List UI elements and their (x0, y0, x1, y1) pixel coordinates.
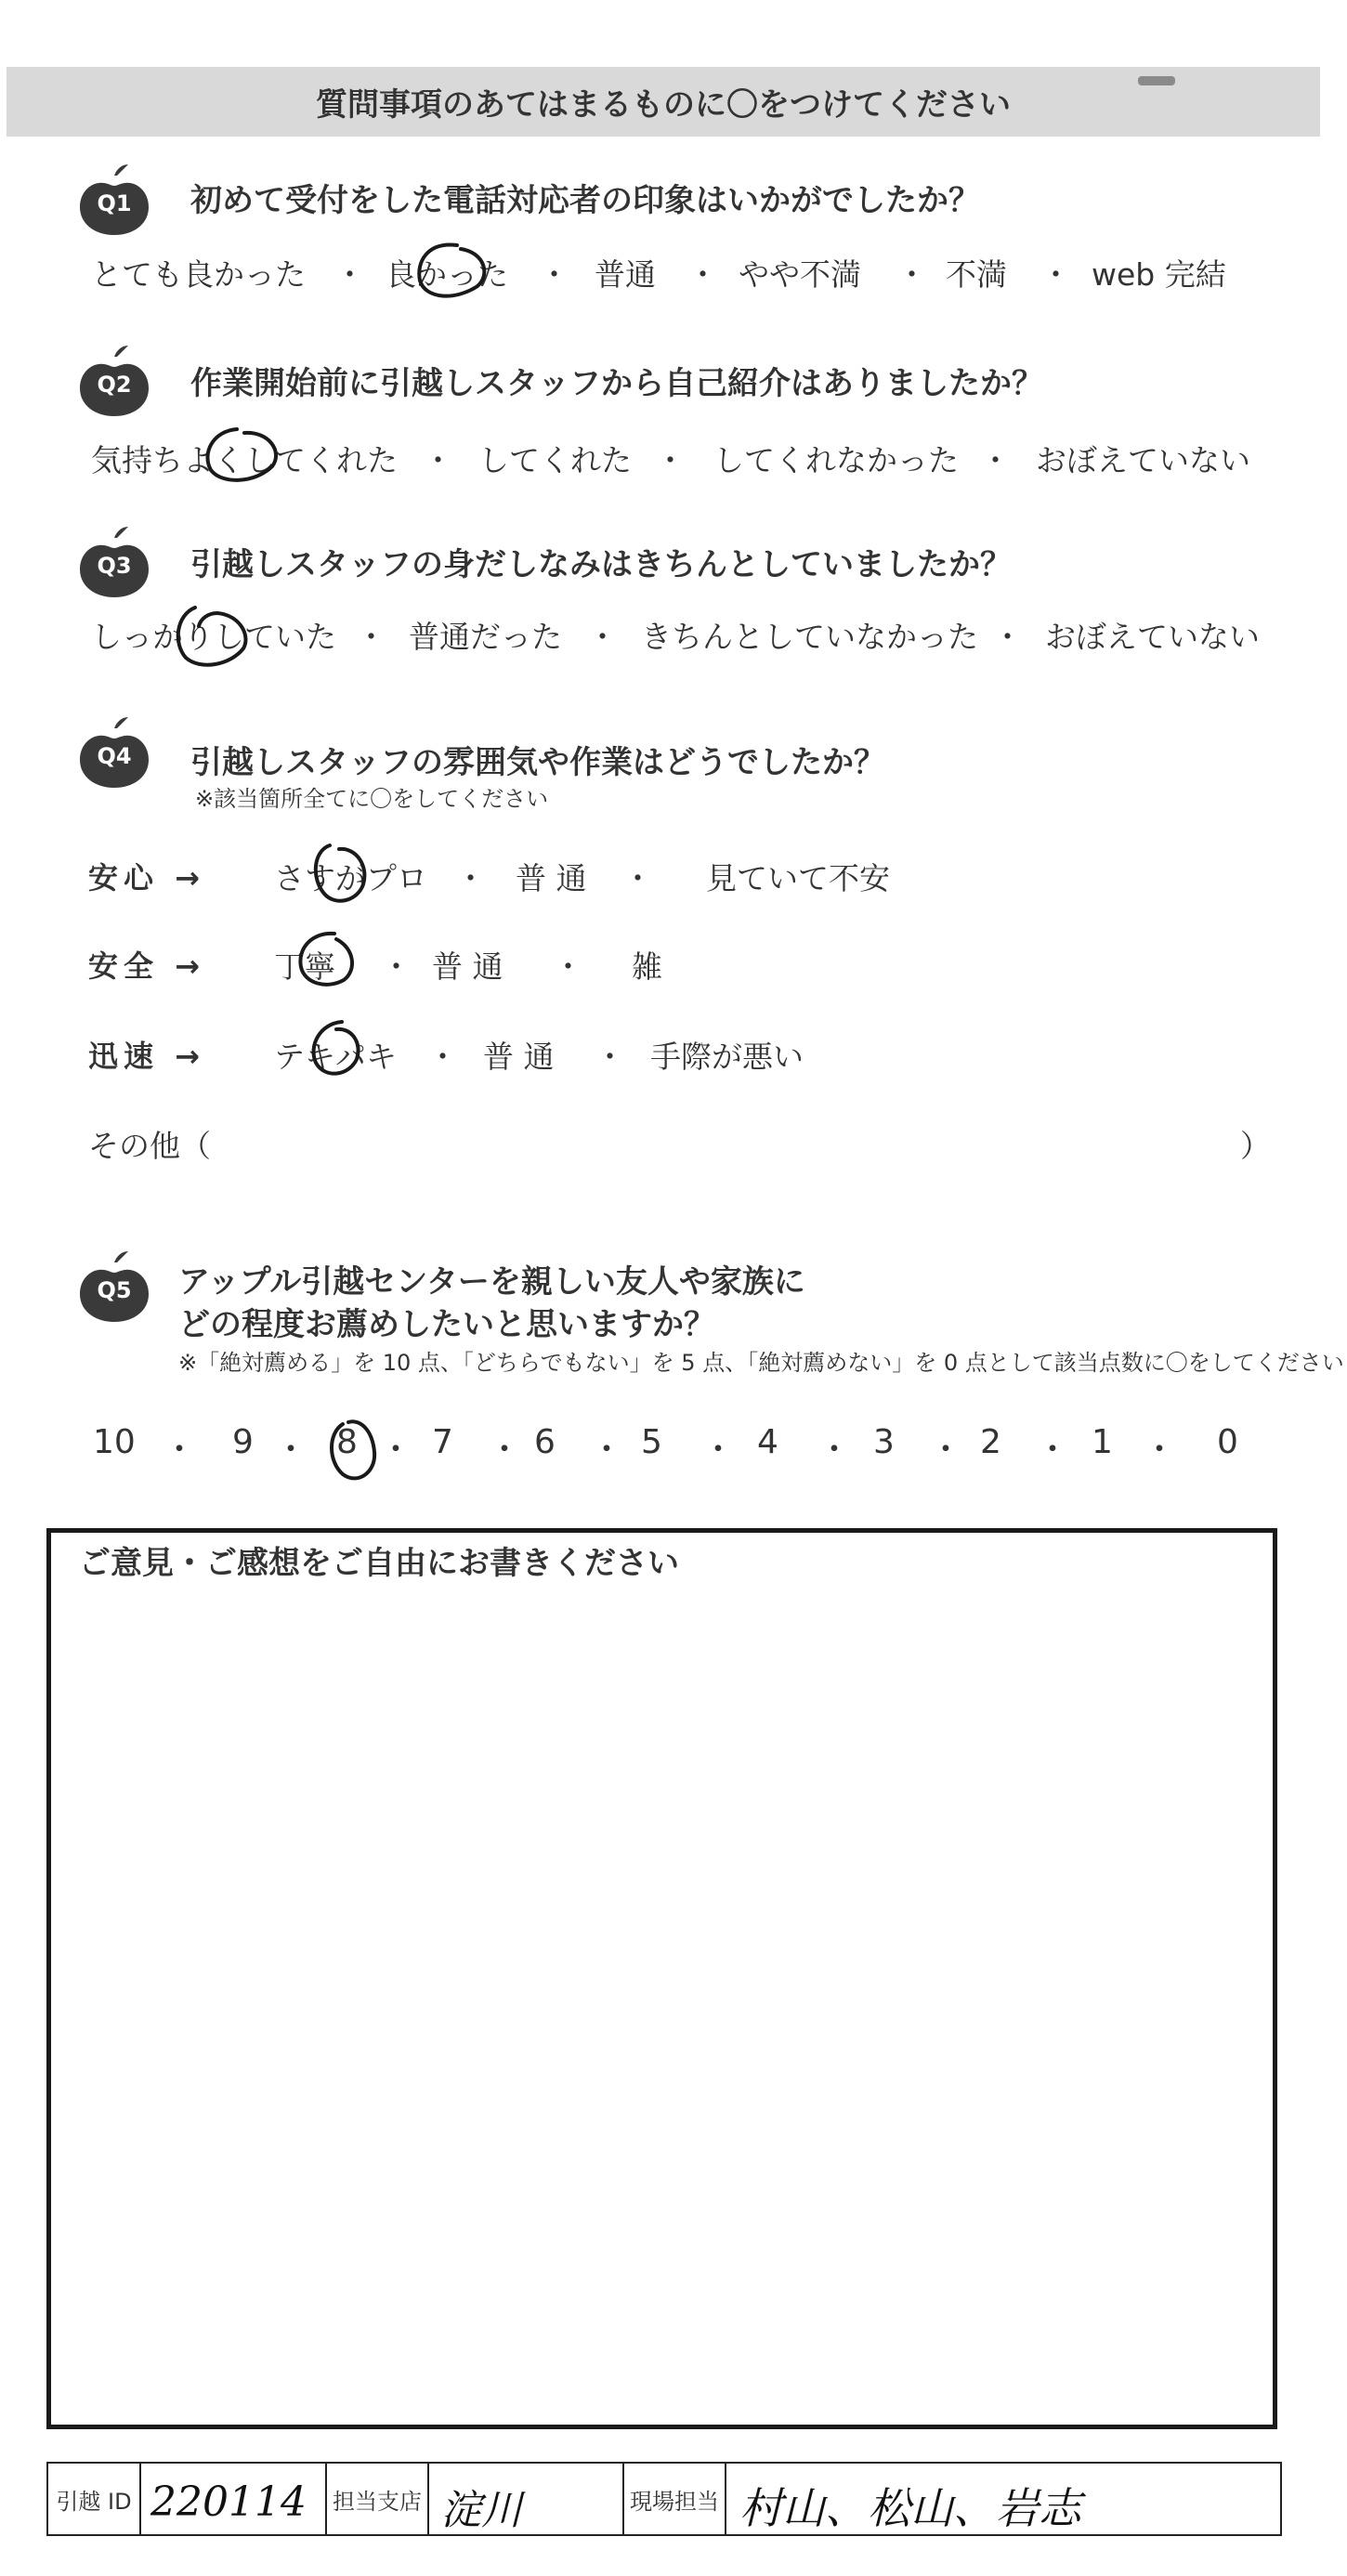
q4-row-label-anzen: 安全 → (88, 948, 205, 984)
q1-badge-label: Q1 (97, 190, 132, 216)
q4-other-close: ） (1240, 1128, 1271, 1164)
separator: ・ (687, 256, 718, 293)
q4-jinsoku-option-2[interactable]: 普 通 (483, 1039, 555, 1075)
separator: ・ (553, 948, 583, 985)
q5-badge-label: Q5 (97, 1277, 132, 1303)
separator: ・ (590, 1431, 624, 1469)
page-header (7, 67, 1320, 137)
separator: ・ (163, 1431, 197, 1469)
separator: ・ (595, 1039, 625, 1075)
branch-label (327, 2464, 429, 2534)
q1-option-2[interactable]: 良かった (386, 256, 508, 293)
separator: ・ (701, 1431, 736, 1469)
q3-badge (72, 525, 156, 599)
q4-badge (72, 715, 156, 790)
score-7[interactable]: 7 (432, 1423, 453, 1461)
q1-option-6[interactable]: web 完結 (1092, 256, 1226, 293)
q3-option-3[interactable]: きちんとしていなかった (641, 619, 978, 655)
separator: ・ (488, 1431, 522, 1469)
staff-value-cell[interactable] (726, 2464, 1280, 2534)
q5-title-line1: アップル引越センターを親しい友人や家族に (178, 1263, 805, 1301)
q4-anzen-option-2[interactable]: 普 通 (432, 948, 503, 985)
q4-jinsoku-handwritten-circle (295, 1014, 370, 1089)
q4-title: 引越しスタッフの雰囲気や作業はどうでしたか？ (190, 744, 885, 781)
q3-option-1[interactable]: しっかりしていた (91, 619, 336, 655)
move-id-label-text: 引越 ID (56, 2488, 132, 2515)
move-id-value-cell[interactable] (141, 2464, 327, 2534)
q2-option-1[interactable]: 気持ちよくしてくれた (91, 442, 398, 478)
q5-handwritten-circle (320, 1407, 386, 1491)
q4-anshin-option-1[interactable]: さすがプロ (274, 860, 427, 896)
move-id-label (48, 2464, 141, 2534)
q4-note: ※該当箇所全てに〇をしてください (195, 786, 549, 812)
separator: ・ (379, 1431, 413, 1469)
separator: ・ (427, 1039, 458, 1075)
separator: ・ (817, 1431, 852, 1469)
q4-other-label: その他（ (88, 1128, 211, 1164)
comments-box[interactable] (46, 1528, 1277, 2429)
q2-option-4[interactable]: おぼえていない (1036, 442, 1250, 478)
separator: ・ (1143, 1431, 1177, 1469)
score-10[interactable]: 10 (93, 1423, 136, 1461)
q1-badge (72, 163, 156, 237)
q4-row-label-jinsoku: 迅速 → (88, 1039, 205, 1074)
separator: ・ (381, 948, 412, 985)
q2-badge-label: Q2 (97, 372, 132, 398)
q5-note: ※「絶対薦める」を 10 点、「どちらでもない」を 5 点、「絶対薦めない」を 0 点として該当点数に〇をしてください (178, 1350, 1344, 1376)
q3-option-4[interactable]: おぼえていない (1045, 619, 1260, 655)
q4-jinsoku-option-3[interactable]: 手際が悪い (650, 1039, 804, 1075)
move-id-value: 220114 (150, 2478, 307, 2526)
q3-handwritten-circle (158, 595, 260, 678)
separator: ・ (896, 256, 927, 293)
q3-title: 引越しスタッフの身だしなみはきちんとしていましたか？ (190, 546, 1012, 583)
score-1[interactable]: 1 (1092, 1423, 1113, 1461)
branch-value-cell[interactable] (429, 2464, 624, 2534)
separator: ・ (992, 619, 1023, 655)
separator: ・ (539, 256, 569, 293)
separator: ・ (587, 619, 618, 655)
q1-option-3[interactable]: 普通 (595, 256, 656, 293)
q4-anzen-handwritten-circle (279, 924, 362, 999)
q1-option-5[interactable]: 不満 (946, 256, 1007, 293)
q4-anzen-option-1[interactable]: 丁寧 (274, 948, 335, 985)
footer-table (46, 2462, 1282, 2536)
q3-option-2[interactable]: 普通だった (409, 619, 562, 655)
q4-anzen-option-3[interactable]: 雑 (632, 948, 662, 985)
q1-option-1[interactable]: とても良かった (91, 256, 306, 293)
staff-value: 村山、松山、岩志 (739, 2483, 1081, 2533)
separator: ・ (622, 860, 653, 896)
q4-anshin-option-3[interactable]: 見ていて不安 (706, 860, 890, 896)
score-5[interactable]: 5 (641, 1423, 662, 1461)
q4-anshin-handwritten-circle (302, 836, 376, 915)
separator: ・ (1036, 1431, 1070, 1469)
q3-badge-label: Q3 (97, 553, 132, 579)
separator: ・ (929, 1431, 963, 1469)
separator: ・ (423, 442, 453, 478)
q2-badge (72, 344, 156, 418)
q2-handwritten-circle (190, 418, 293, 492)
branch-value: 淀川 (440, 2487, 522, 2534)
staff-label-text: 現場担当 (630, 2488, 719, 2515)
q4-badge-label: Q4 (97, 743, 132, 769)
score-8[interactable]: 8 (336, 1423, 358, 1461)
score-9[interactable]: 9 (232, 1423, 254, 1461)
q4-jinsoku-option-1[interactable]: テキパキ (274, 1039, 397, 1075)
q5-badge (72, 1249, 156, 1324)
separator: ・ (1040, 256, 1071, 293)
separator: ・ (980, 442, 1011, 478)
score-2[interactable]: 2 (980, 1423, 1001, 1461)
separator: ・ (274, 1431, 308, 1469)
q2-option-3[interactable]: してくれなかった (713, 442, 959, 478)
q4-row-label-anshin: 安心 → (88, 860, 205, 896)
score-3[interactable]: 3 (873, 1423, 895, 1461)
scan-mark (1138, 76, 1175, 85)
q1-handwritten-circle (399, 234, 502, 308)
q5-title-line2: どの程度お薦めしたいと思いますか？ (178, 1306, 715, 1343)
staff-label (624, 2464, 726, 2534)
q2-option-2[interactable]: してくれた (478, 442, 632, 478)
q1-option-4[interactable]: やや不満 (739, 256, 861, 293)
separator: ・ (356, 619, 386, 655)
q1-title: 初めて受付をした電話対応者の印象はいかがでしたか？ (190, 182, 980, 219)
branch-label-text: 担当支店 (333, 2488, 422, 2515)
header-title: 質問事項のあてはまるものに〇をつけてください (316, 86, 1011, 124)
score-4[interactable]: 4 (757, 1423, 778, 1461)
separator: ・ (334, 256, 365, 293)
q4-anshin-option-2[interactable]: 普 通 (516, 860, 587, 896)
score-6[interactable]: 6 (534, 1423, 556, 1461)
separator: ・ (655, 442, 686, 478)
q5-score-row (93, 1423, 1254, 1470)
separator: ・ (455, 860, 486, 896)
q2-title: 作業開始前に引越しスタッフから自己紹介はありましたか？ (190, 365, 1043, 402)
score-0[interactable]: 0 (1217, 1423, 1238, 1461)
comments-title: ご意見・ご感想をご自由にお書きください (79, 1545, 679, 1582)
